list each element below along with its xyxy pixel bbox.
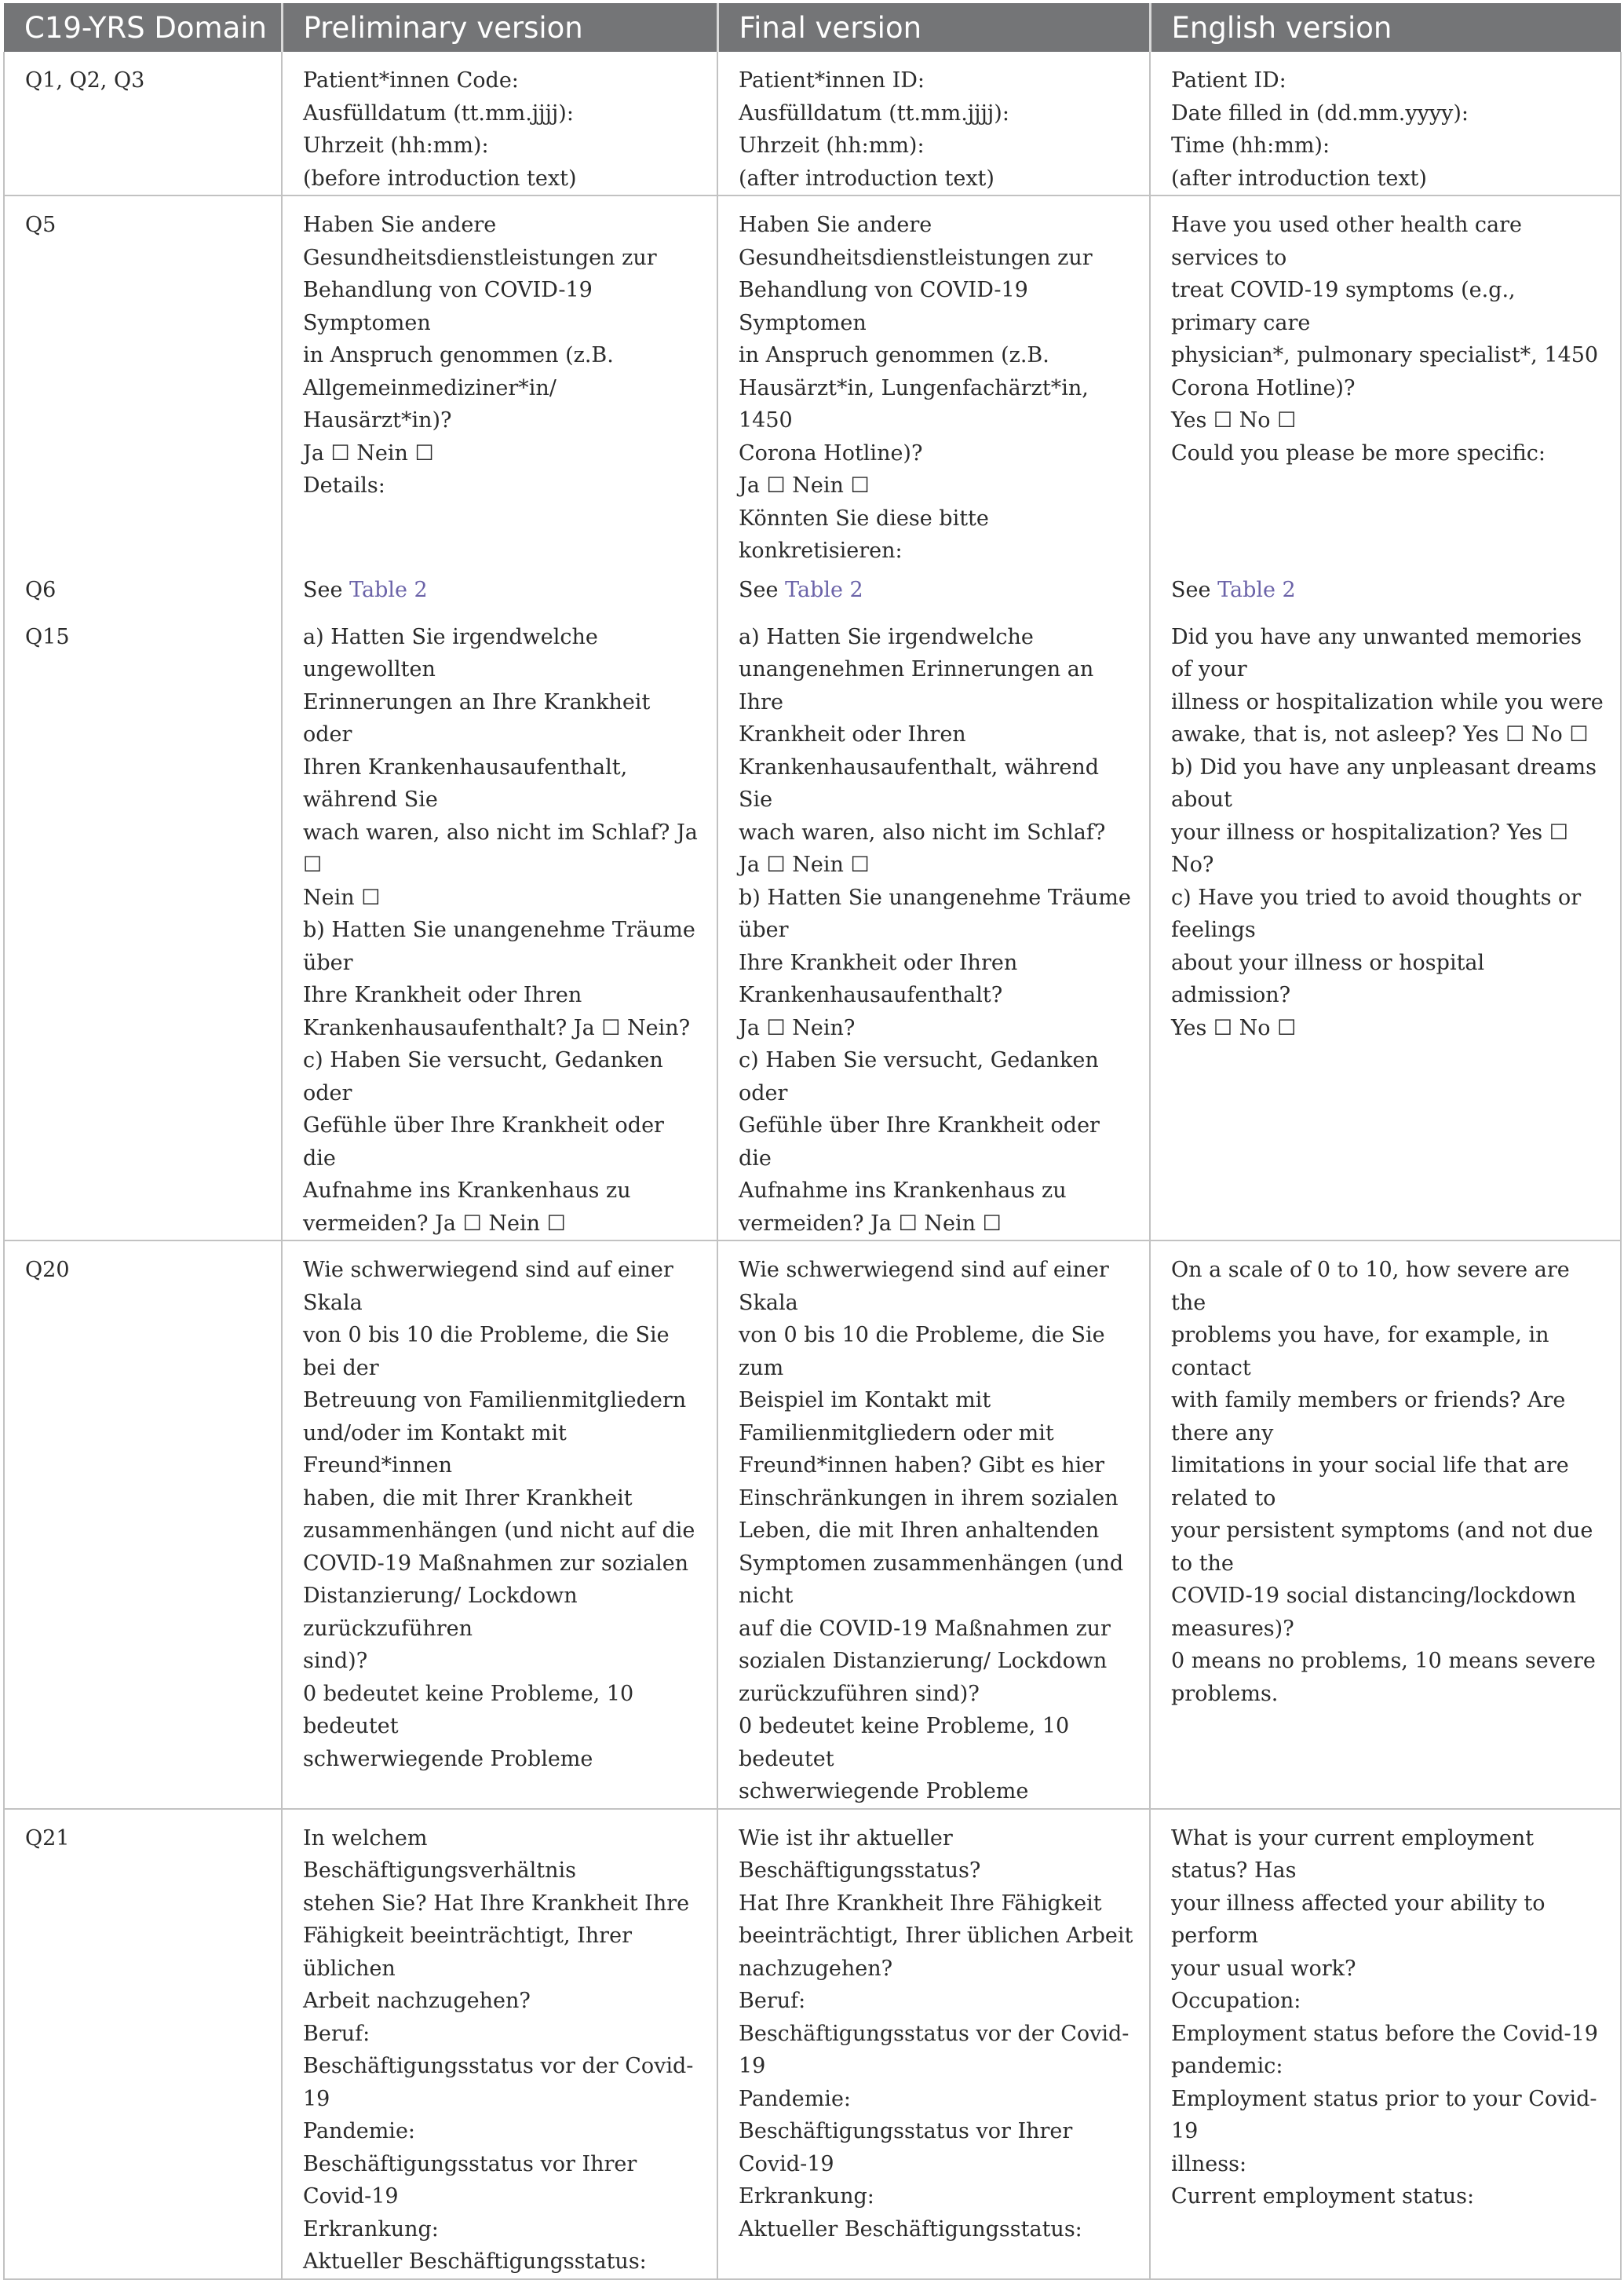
table-2-link[interactable]: Table 2: [785, 577, 863, 602]
table-row: [4, 1240, 1621, 1809]
preliminary-cell: a) Hatten Sie irgendwelche ungewollten Erinnerungen an Ihre Krankheit oder Ihren Krankenhausaufenthalt, während Sie wach waren, also nicht im Schlaf? Ja ☐ Nein ☐ b) Hatten Sie unangenehme Träume über Ihre Krankheit oder Ihren Krankenhausaufenthalt? Ja ☐ Nein? c) Haben Sie versucht, Gedanken oder Gefühle über Ihre Krankheit oder die Aufnahme ins Krankenhaus zu vermeiden? Ja ☐ Nein ☐: [282, 608, 717, 1241]
table-row: [4, 52, 1621, 195]
table-row: [4, 1809, 1621, 2279]
final-cell: Haben Sie andere Gesundheitsdienstleistungen zur Behandlung von COVID-19 Symptomen in Anspruch genommen (z.B. Hausärzt*in, Lungenfachärzt*in, 1450 Corona Hotline)? Ja ☐ Nein ☐ Könnten Sie diese bitte konkretisieren:: [717, 195, 1150, 568]
domain-cell: Q1, Q2, Q3: [4, 52, 282, 195]
header-final: Final version: [717, 3, 1150, 52]
english-cell: [1150, 568, 1621, 608]
final-cell: Patient*innen ID: Ausfülldatum (tt.mm.jjjj): Uhrzeit (hh:mm): (after introduction text): [717, 52, 1150, 195]
domain-cell: Q20: [4, 1240, 282, 1809]
english-cell: Patient ID: Date filled in (dd.mm.yyyy): Time (hh:mm): (after introduction text): [1150, 52, 1621, 195]
domain-cell: Q6: [4, 568, 282, 608]
english-cell: Did you have any unwanted memories of your illness or hospitalization while you were awake, that is, not asleep? Yes ☐ No ☐ b) Did you have any unpleasant dreams about your illness or hospitalization? Yes ☐ No? c) Have you tried to avoid thoughts or feelings about your illness or hospital admission? Yes ☐ No ☐: [1150, 608, 1621, 1241]
preliminary-cell: In welchem Beschäftigungsverhältnis stehen Sie? Hat Ihre Krankheit Ihre Fähigkeit beeinträchtigt, Ihrer üblichen Arbeit nachzugehen? Beruf: Beschäftigungsstatus vor der Covid-19 Pandemie: Beschäftigungsstatus vor Ihrer Covid-19 Erkrankung: Aktueller Beschäftigungsstatus:: [282, 1809, 717, 2279]
english-cell: On a scale of 0 to 10, how severe are the problems you have, for example, in contact with family members or friends? Are there any limitations in your social life that are related to your persistent symptoms (and not due to the COVID-19 social distancing/lockdown measures)? 0 means no problems, 10 means severe problems.: [1150, 1240, 1621, 1809]
see-text: See: [739, 577, 779, 602]
table-row: [4, 608, 1621, 1241]
domain-cell: Q21: [4, 1809, 282, 2279]
final-cell: [717, 568, 1150, 608]
header-preliminary: Preliminary version: [282, 3, 717, 52]
header-english: English version: [1150, 3, 1621, 52]
preliminary-cell: [282, 568, 717, 608]
english-cell: What is your current employment status? Has your illness affected your ability to perform your usual work? Occupation: Employment status before the Covid-19 pandemic: Employment status prior to your Covid-19 illness: Current employment status:: [1150, 1809, 1621, 2279]
english-cell: Have you used other health care services to treat COVID-19 symptoms (e.g., primary care physician*, pulmonary specialist*, 1450 Corona Hotline)? Yes ☐ No ☐ Could you please be more specific:: [1150, 195, 1621, 568]
table-row: [4, 195, 1621, 568]
domain-table: [3, 3, 1622, 2280]
final-cell: a) Hatten Sie irgendwelche unangenehmen Erinnerungen an Ihre Krankheit oder Ihren Krankenhausaufenthalt, während Sie wach waren, also nicht im Schlaf? Ja ☐ Nein ☐ b) Hatten Sie unangenehme Träume über Ihre Krankheit oder Ihren Krankenhausaufenthalt? Ja ☐ Nein? c) Haben Sie versucht, Gedanken oder Gefühle über Ihre Krankheit oder die Aufnahme ins Krankenhaus zu vermeiden? Ja ☐ Nein ☐: [717, 608, 1150, 1241]
final-cell: Wie schwerwiegend sind auf einer Skala von 0 bis 10 die Probleme, die Sie zum Beispiel im Kontakt mit Familienmitgliedern oder mit Freund*innen haben? Gibt es hier Einschränkungen in ihrem sozialen Leben, die mit Ihren anhaltenden Symptomen zusammenhängen (und nicht auf die COVID-19 Maßnahmen zur sozialen Distanzierung/ Lockdown zurückzuführen sind)? 0 bedeutet keine Probleme, 10 bedeutet schwerwiegende Probleme: [717, 1240, 1150, 1809]
header-row: [4, 3, 1621, 52]
preliminary-cell: Wie schwerwiegend sind auf einer Skala von 0 bis 10 die Probleme, die Sie bei der Betreuung von Familienmitgliedern und/oder im Kontakt mit Freund*innen haben, die mit Ihrer Krankheit zusammenhängen (und nicht auf die COVID-19 Maßnahmen zur sozialen Distanzierung/ Lockdown zurückzuführen sind)? 0 bedeutet keine Probleme, 10 bedeutet schwerwiegende Probleme: [282, 1240, 717, 1809]
table-2-link[interactable]: Table 2: [1217, 577, 1296, 602]
see-text: See: [303, 577, 343, 602]
preliminary-cell: Patient*innen Code: Ausfülldatum (tt.mm.jjjj): Uhrzeit (hh:mm): (before introduction text): [282, 52, 717, 195]
preliminary-cell: Haben Sie andere Gesundheitsdienstleistungen zur Behandlung von COVID-19 Symptomen in Anspruch genommen (z.B. Allgemeinmediziner*in/ Hausärzt*in)? Ja ☐ Nein ☐ Details:: [282, 195, 717, 568]
see-text: See: [1171, 577, 1211, 602]
domain-cell: Q5: [4, 195, 282, 568]
header-domain: C19-YRS Domain: [4, 3, 282, 52]
domain-cell: Q15: [4, 608, 282, 1241]
final-cell: Wie ist ihr aktueller Beschäftigungsstatus? Hat Ihre Krankheit Ihre Fähigkeit beeinträchtigt, Ihrer üblichen Arbeit nachzugehen? Beruf: Beschäftigungsstatus vor der Covid-19 Pandemie: Beschäftigungsstatus vor Ihrer Covid-19 Erkrankung: Aktueller Beschäftigungsstatus:: [717, 1809, 1150, 2279]
table-2-link[interactable]: Table 2: [349, 577, 428, 602]
table-row: [4, 568, 1621, 608]
